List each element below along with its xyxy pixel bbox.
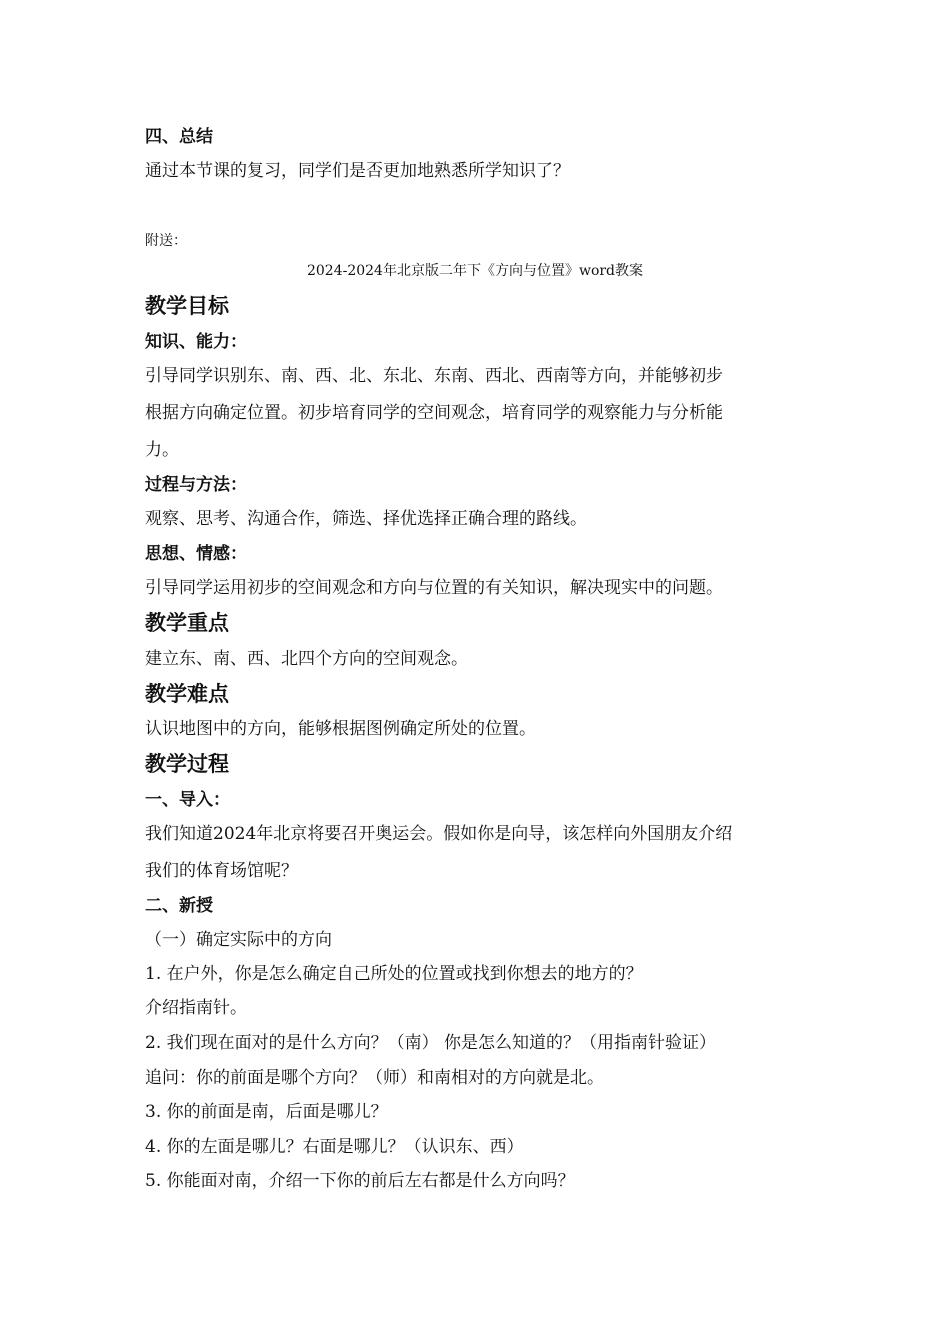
intro-heading: 一、导入： [145, 790, 230, 810]
intro-line: 我们知道2024年北京将要召开奥运会。假如你是向导，该怎样向外国朋友介绍 [145, 824, 733, 844]
process-method-text: 观察、思考、沟通合作，筛选、择优选择正确合理的路线。 [145, 509, 587, 529]
key-points-heading: 教学重点 [145, 611, 229, 635]
knowledge-line: 力。 [145, 440, 179, 460]
summary-text: 通过本节课的复习，同学们是否更加地熟悉所学知识了？ [145, 161, 570, 181]
process-item: 4. 你的左面是哪儿？右面是哪儿？（认识东、西） [145, 1137, 524, 1157]
objectives-heading: 教学目标 [145, 294, 229, 318]
process-item: 5. 你能面对南，介绍一下你的前后左右都是什么方向吗？ [145, 1171, 575, 1191]
difficulties-heading: 教学难点 [145, 682, 229, 706]
process-item: 3. 你的前面是南，后面是哪儿？ [145, 1102, 388, 1122]
appendix-label: 附送： [145, 233, 187, 249]
emotion-heading: 思想、情感： [145, 544, 247, 564]
intro-line: 我们的体育场馆呢？ [145, 861, 298, 881]
doc-title: 2024-2024年北京版二年下《方向与位置》word教案 [306, 263, 644, 279]
process-item: 追问：你的前面是哪个方向？（师）和南相对的方向就是北。 [145, 1068, 604, 1088]
process-method-heading: 过程与方法： [145, 475, 247, 495]
sub-heading: （一）确定实际中的方向 [145, 930, 332, 950]
summary-heading: 四、总结 [145, 127, 213, 147]
emotion-text: 引导同学运用初步的空间观念和方向与位置的有关知识，解决现实中的问题。 [145, 578, 723, 598]
teaching-process-heading: 教学过程 [145, 752, 229, 776]
key-points-text: 建立东、南、西、北四个方向的空间观念。 [145, 649, 468, 669]
new-lesson-heading: 二、新授 [145, 896, 213, 916]
difficulties-text: 认识地图中的方向，能够根据图例确定所处的位置。 [145, 719, 536, 739]
knowledge-heading: 知识、能力： [145, 332, 247, 352]
process-item: 1. 在户外，你是怎么确定自己所处的位置或找到你想去的地方的？ [145, 964, 643, 984]
process-item: 介绍指南针。 [145, 998, 247, 1018]
knowledge-line: 引导同学识别东、南、西、北、东北、东南、西北、西南等方向，并能够初步 [145, 366, 723, 386]
process-item: 2. 我们现在面对的是什么方向？（南） 你是怎么知道的？（用指南针验证） [145, 1033, 717, 1053]
knowledge-line: 根据方向确定位置。初步培育同学的空间观念，培育同学的观察能力与分析能 [145, 403, 723, 423]
